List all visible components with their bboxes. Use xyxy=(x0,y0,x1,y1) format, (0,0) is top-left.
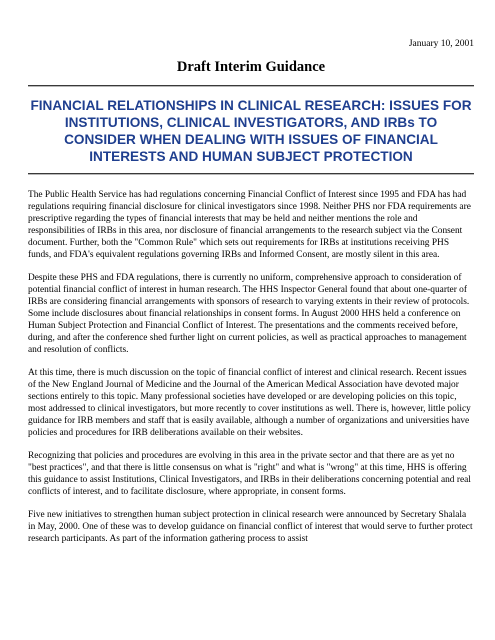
body-paragraph-2: Despite these PHS and FDA regulations, there is currently no uniform, comprehensive approach to consideration of potential financial conflict of interest in human research. The HHS Inspector General found that about one-quarter of IRBs are considering financial arrangements with sponsors of research to varying extents in their review of protocols. Some include disclosures about financial relationships in consent forms. In August 2000 HHS held a conference on Human Subject Protection and Financial Conflict of Interest. The presentations and the comments received before, during, and after the conference shed further light on current policies, as well as practical approaches to management and resolution of conflicts. xyxy=(28,273,470,355)
body-paragraph-3: At this time, there is much discussion on the topic of financial conflict of interest and clinical research. Recent issues of the New England Journal of Medicine and the Journal of the American Medical Association have devoted major sections entirely to this topic. Many professional societies have developed or are developing policies on this topic, most addressed to clinical investigators, but more recently to cover institutions as well. There is, however, little policy guidance for IRB members and staff that is easily available, although a number of organizations and universities have policies and procedures for IRB deliberations available on their websites. xyxy=(28,368,471,438)
body-paragraph-4: Recognizing that policies and procedures are evolving in this area in the private sector and that there are as yet no "best practices", and that there is little consensus on what is "right" and what is "wrong" at this time, HHS is offering this guidance to assist Institutions, Clinical Investigators, and IRBs in their deliberations concerning potential and real conflicts of interest, and to facilitate disclosure, where appropriate, in consent forms. xyxy=(28,451,471,497)
document-date: January 10, 2001 xyxy=(408,39,474,49)
title-rule-top xyxy=(28,85,474,87)
title-rule-bottom xyxy=(28,173,474,175)
body-paragraph-5: Five new initiatives to strengthen human subject protection in clinical research were announced by Secretary Shalala in May, 2000. One of these was to develop guidance on financial conflict of interest that would serve to further protect research participants. As part of the information gathering process to assist xyxy=(28,510,473,544)
document-body xyxy=(28,189,474,545)
document-page xyxy=(28,0,474,556)
document-title: FINANCIAL RELATIONSHIPS IN CLINICAL RESEARCH: ISSUES FOR INSTITUTIONS, CLINICAL INVESTIGATORS, AND IRBs TO CONSIDER WHEN DEALING WITH ISSUES OF FINANCIAL INTERESTS AND HUMAN SUBJECT PROTECTION xyxy=(30,98,472,164)
document-subtitle: Draft Interim Guidance xyxy=(176,59,326,75)
body-paragraph-1: The Public Health Service has had regulations concerning Financial Conflict of Interest since 1995 and FDA has had regulations requiring financial disclosure for clinical investigators since 1998. Neither PHS nor FDA requirements are prescriptive regarding the types of financial interests that may be held and neither mentions the role and responsibilities of IRBs in this area, nor disclosure of financial arrangements to the research subject via the Consent document. Further, both the "Common Rule" which sets out requirements for IRBs at institutions receiving PHS funds, and FDA's equivalent regulations governing IRBs and Informed Consent, are mostly silent in this area. xyxy=(28,190,471,260)
